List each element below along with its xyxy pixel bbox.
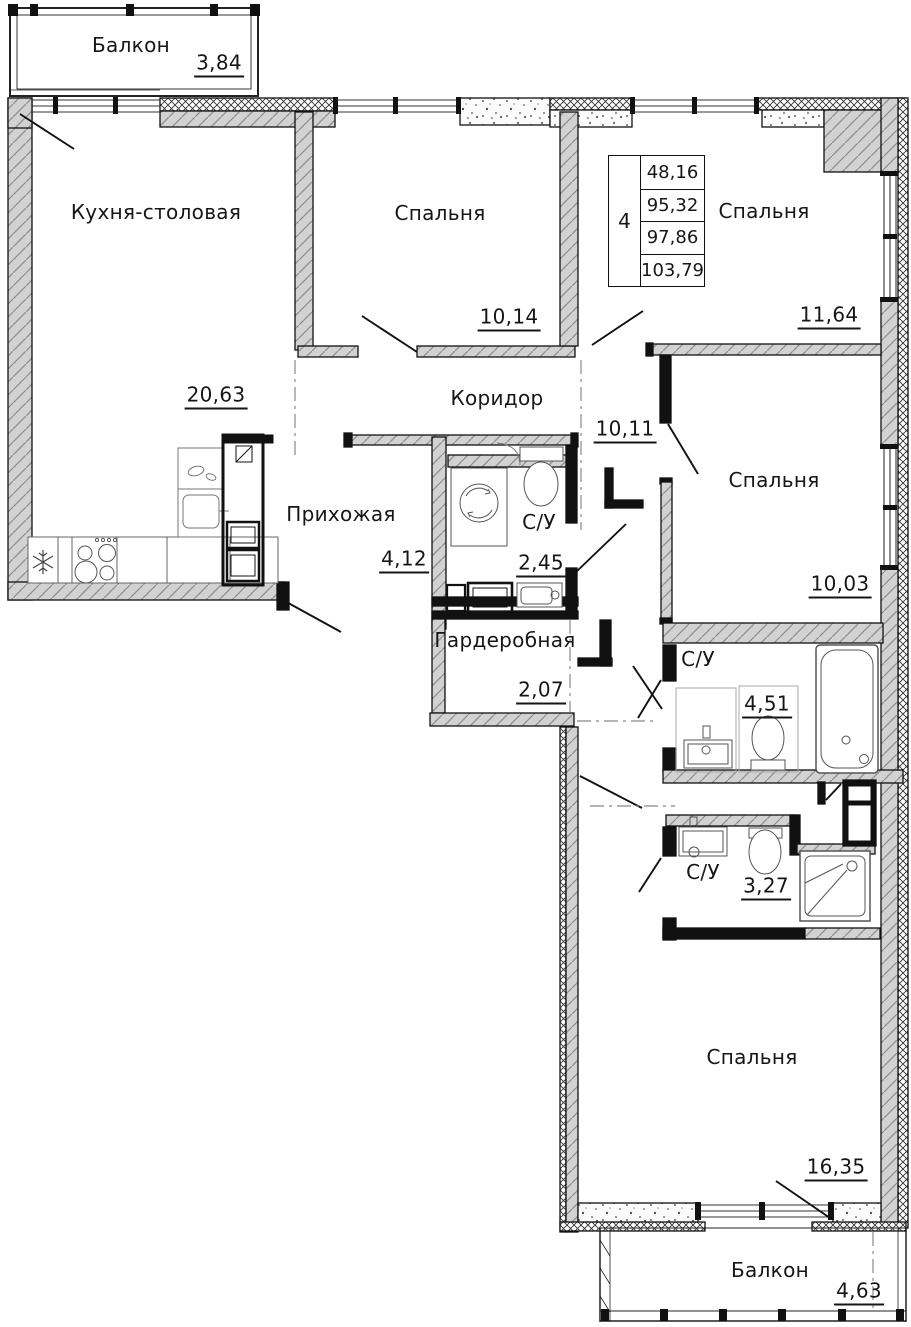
room-area-bedroom-4: 16,35 bbox=[805, 1155, 868, 1182]
toilet-icon-3 bbox=[749, 828, 782, 874]
shower-icon bbox=[800, 851, 870, 921]
room-area-kitchen: 20,63 bbox=[185, 383, 248, 410]
room-label-bedroom-4: Спальня bbox=[706, 1045, 798, 1069]
room-label-bathroom-3: С/У bbox=[686, 860, 720, 884]
room-area-bedroom-3: 10,03 bbox=[809, 572, 872, 599]
toilet-icon-2 bbox=[751, 716, 785, 770]
room-label-balcony-bottom: Балкон bbox=[731, 1258, 809, 1282]
room-area-bathroom-2: 4,51 bbox=[742, 692, 792, 719]
room-area-bathroom-1: 2,45 bbox=[516, 551, 566, 578]
room-label-balcony-top: Балкон bbox=[92, 33, 170, 57]
room-area-corridor: 10,11 bbox=[594, 417, 657, 444]
room-area-wardrobe: 2,07 bbox=[516, 678, 566, 705]
room-label-bedroom-3: Спальня bbox=[728, 468, 820, 492]
room-label-hallway: Прихожая bbox=[286, 502, 396, 526]
toilet-icon-1 bbox=[520, 447, 563, 506]
room-label-corridor: Коридор bbox=[450, 386, 544, 410]
bathtub-icon bbox=[816, 645, 878, 773]
room-area-balcony-bottom: 4,63 bbox=[834, 1279, 884, 1306]
room-area-balcony-top: 3,84 bbox=[194, 51, 244, 78]
sink-icon-1 bbox=[517, 583, 562, 607]
room-area-bedroom-2: 11,64 bbox=[798, 303, 861, 330]
room-area-bedroom-1: 10,14 bbox=[478, 305, 541, 332]
room-label-bathroom-1: С/У bbox=[522, 510, 556, 534]
room-area-hallway: 4,12 bbox=[379, 547, 429, 574]
room-label-kitchen: Кухня-столовая bbox=[70, 200, 242, 224]
kitchen-fixtures bbox=[28, 435, 278, 585]
sink-icon-2 bbox=[684, 726, 732, 768]
legend-area-row: 95,32 bbox=[641, 189, 704, 222]
legend-room-count: 4 bbox=[609, 156, 641, 286]
interior-walls bbox=[295, 112, 903, 940]
legend-area-row: 103,79 bbox=[641, 254, 704, 287]
room-label-wardrobe: Гардеробная bbox=[434, 628, 576, 652]
legend-area-row: 97,86 bbox=[641, 221, 704, 254]
legend-area-row: 48,16 bbox=[646, 161, 699, 183]
room-label-bedroom-2: Спальня bbox=[718, 199, 810, 223]
legend-areas bbox=[641, 156, 704, 286]
legend-table bbox=[608, 155, 705, 287]
room-label-bathroom-2: С/У bbox=[681, 647, 715, 671]
room-area-bathroom-3: 3,27 bbox=[741, 874, 791, 901]
room-label-bedroom-1: Спальня bbox=[394, 201, 486, 225]
